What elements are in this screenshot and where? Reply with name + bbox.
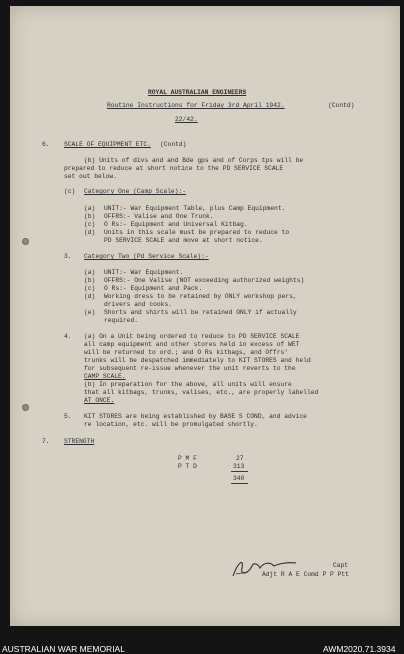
paragraph-line: AT ONCE. xyxy=(84,397,115,404)
item-label: (c) xyxy=(84,221,96,228)
paragraph-line: re location, etc. will be promulgated shortly. xyxy=(84,421,258,428)
item-text: OFFRS:- One Valise (NOT exceeding authorized weights) xyxy=(104,277,305,284)
item-text: O Rs:- Equipment and Universal Kitbag. xyxy=(104,221,248,228)
strength-label: P M F xyxy=(178,455,197,462)
footer-institution: AUSTRALIAN WAR MEMORIAL xyxy=(2,644,125,654)
section-heading: SCALE OF EQUIPMENT ETC. xyxy=(64,141,151,148)
item-text: Working dress to be retained by ONLY workshop pers, xyxy=(104,293,297,300)
paragraph-line: set out below. xyxy=(64,173,117,180)
item-label: (d) xyxy=(84,293,96,300)
paragraph-line: will be returned to ord.; and O Rs kitbags, and Offrs' xyxy=(84,349,289,356)
section-number: 5. xyxy=(64,413,72,420)
section-heading: STRENGTH xyxy=(64,438,95,445)
item-text: OFFRS:- Valise and One Trunk. xyxy=(104,213,214,220)
item-label: (b) xyxy=(84,213,96,220)
section-number: 7. xyxy=(42,438,50,445)
section-number: 4. xyxy=(64,333,72,340)
item-label: (e) xyxy=(84,309,96,316)
paragraph-line: (a) On a Unit being ordered to reduce to PD SERVICE SCALE xyxy=(84,333,300,340)
strength-total: 340 xyxy=(233,475,245,482)
punch-hole xyxy=(22,238,29,245)
strength-value: 27 xyxy=(236,455,244,462)
subsection-label: (c) xyxy=(64,188,76,195)
paragraph-line: for subsequent re-issue whenever the unit reverts to the xyxy=(84,365,296,372)
item-text: drivers and cooks. xyxy=(104,301,173,308)
paragraph-line: that all kitbags, trunks, valises, etc., are properly labelled xyxy=(84,389,319,396)
paragraph-line: KIT STORES are being established by BASE S COND, and advice xyxy=(84,413,307,420)
paragraph-line: trunks will be despatched immediately to KIT STORES and held xyxy=(84,357,311,364)
item-text: O Rs:- Equipment and Pack. xyxy=(104,285,203,292)
item-text: PD SERVICE SCALE and move at short notice. xyxy=(104,237,263,244)
section-number: 6. xyxy=(42,141,50,148)
total-rule xyxy=(231,471,248,472)
document-title: Routine Instructions for Friday 3rd April 1942. xyxy=(107,102,285,109)
item-text: UNIT:- War Equipment. xyxy=(104,269,184,276)
item-label: (d) xyxy=(84,229,96,236)
subsection-heading: Category One (Camp Scale):- xyxy=(84,188,187,195)
unit-heading: ROYAL AUSTRALIAN ENGINEERS xyxy=(148,89,247,96)
item-label: (b) xyxy=(84,277,96,284)
paragraph-line: CAMP SCALE. xyxy=(84,373,126,380)
section-number: 3. xyxy=(64,253,72,260)
instruction-number: 22/42. xyxy=(175,116,198,123)
footer-accession-number: AWM2020.71.3934 xyxy=(323,644,396,654)
item-text: required. xyxy=(104,317,139,324)
punch-hole xyxy=(22,404,29,411)
item-label: (c) xyxy=(84,285,96,292)
signature-rank: Capt xyxy=(333,562,349,569)
contd-label: (Contd) xyxy=(160,141,187,148)
item-label: (a) xyxy=(84,269,96,276)
section-heading: Category Two (Pd Service Scale):- xyxy=(84,253,209,260)
strength-label: P T D xyxy=(178,463,197,470)
signature-line: Adjt R A E Comd P P Ptt xyxy=(262,571,349,578)
item-text: Units in this scale must be prepared to reduce to xyxy=(104,229,290,236)
strength-value: 313 xyxy=(233,463,245,470)
contd-label: (Contd) xyxy=(328,102,355,109)
item-text: UNIT:- War Equipment Table, plus Camp Equipment. xyxy=(104,205,286,212)
item-text: Shorts and shirts will be retained ONLY if actually xyxy=(104,309,297,316)
total-rule xyxy=(231,483,248,484)
paragraph-line: prepared to reduce at short notice to the PD SERVICE SCALE xyxy=(64,165,284,172)
paragraph-line: all camp equipment and other stores held in excess of WET xyxy=(84,341,300,348)
item-label: (a) xyxy=(84,205,96,212)
paragraph-line: (b) Units of divs and and Bde gps and of Corps tps will be xyxy=(84,157,304,164)
paragraph-line: (b) In preparation for the above, all units will ensure xyxy=(84,381,292,388)
